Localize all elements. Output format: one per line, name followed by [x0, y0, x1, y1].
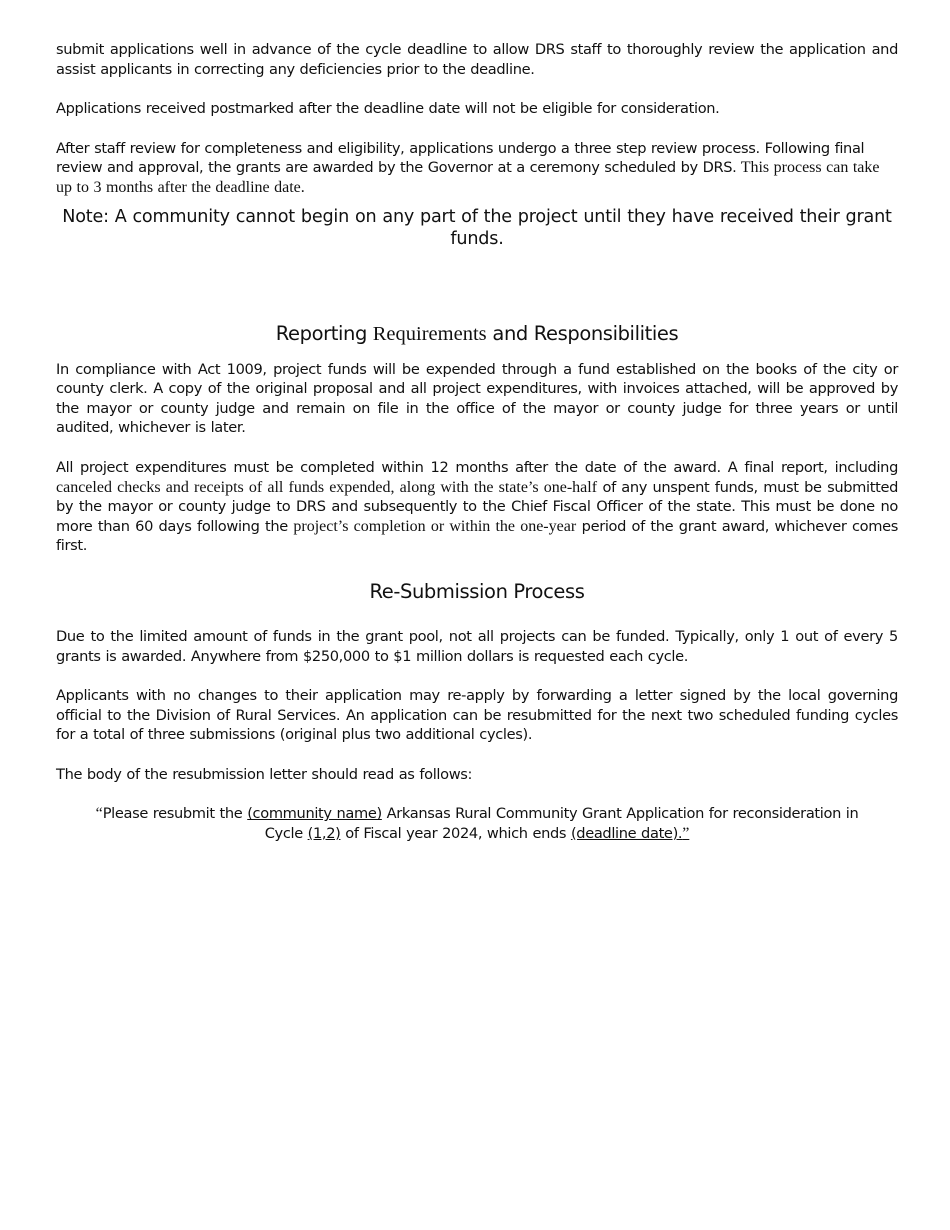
- close-quote: ”: [682, 825, 690, 843]
- reporting-heading-part: Requirements: [372, 322, 487, 345]
- reporting-text: of any unspent funds, must be submitted by the mayor or county judge to DRS and subsequently to the Chief Fiscal Officer of the state. This must be done no more than 60 days following the: [56, 478, 898, 535]
- cycle-placeholder: (1,2): [307, 825, 341, 843]
- letter-text: Please resubmit the: [102, 805, 248, 823]
- letter-text: Arkansas Rural Community Grant Application for reconsideration in Cycle: [264, 805, 859, 843]
- letter-text: of Fiscal year 2024, which ends: [340, 825, 571, 843]
- deadline-text: (deadline date).: [570, 825, 683, 843]
- reporting-text: period of the grant award, whichever comes first.: [56, 517, 898, 555]
- intro-paragraph-1: submit applications well in advance of the cycle deadline to allow DRS staff to thoroughly review the application and assist applicants in correcting any deficiencies prior to the deadline.: [56, 41, 898, 78]
- resubmission-letter-quote: [56, 804, 898, 843]
- community-name-placeholder: (community name): [247, 805, 382, 823]
- reporting-text: canceled checks and receipts of all funds expended, along with the state’s one-half: [56, 478, 598, 496]
- open-quote: “: [95, 805, 103, 823]
- reporting-heading-part: and Responsibilities: [486, 321, 679, 345]
- document-page: [56, 40, 898, 844]
- intro-paragraph-2: Applications received postmarked after the deadline date will not be eligible for consideration.: [56, 100, 720, 118]
- intro-paragraph-3: [56, 139, 898, 198]
- timeline-text: This process can take up to 3 months after the deadline date.: [56, 159, 880, 196]
- reporting-text: project’s completion or within the one-year: [293, 517, 577, 535]
- reporting-heading-part: Reporting: [275, 321, 373, 345]
- note-text: Note: A community cannot begin on any part of the project until they have received their grant funds.: [62, 206, 892, 249]
- resubmission-paragraph-1: Due to the limited amount of funds in the grant pool, not all projects can be funded. Typically, only 1 out of every 5 grants is awarded. Anywhere from $250,000 to $1 million dollars is requested each cycle.: [56, 627, 898, 665]
- reporting-heading: [56, 322, 898, 346]
- reporting-paragraph-2: [56, 458, 898, 556]
- reporting-text: All project expenditures must be completed within 12 months after the date of the award. A final report, including: [56, 458, 898, 476]
- resubmission-paragraph-2: Applicants with no changes to their application may re-apply by forwarding a letter signed by the local governing official to the Division of Rural Services. An application can be resubmitted for the next two scheduled funding cycles for a total of three submissions (original plus two additional cycles).: [56, 687, 898, 744]
- resubmission-heading: Re-Submission Process: [369, 579, 585, 603]
- reporting-paragraph-1: In compliance with Act 1009, project funds will be expended through a fund established on the books of the city or county clerk. A copy of the original proposal and all project expenditures, with invoices attached, will be approved by the mayor or county judge and remain on file in the office of the mayor or county judge for three years or until audited, whichever is later.: [56, 360, 898, 437]
- review-process-text: After staff review for completeness and eligibility, applications undergo a three step review process. Following final review and approval, the grants are awarded by the Governor at a ceremony scheduled by DRS.: [56, 139, 865, 177]
- resubmission-paragraph-3: The body of the resubmission letter should read as follows:: [56, 765, 473, 783]
- deadline-placeholder: [571, 825, 689, 842]
